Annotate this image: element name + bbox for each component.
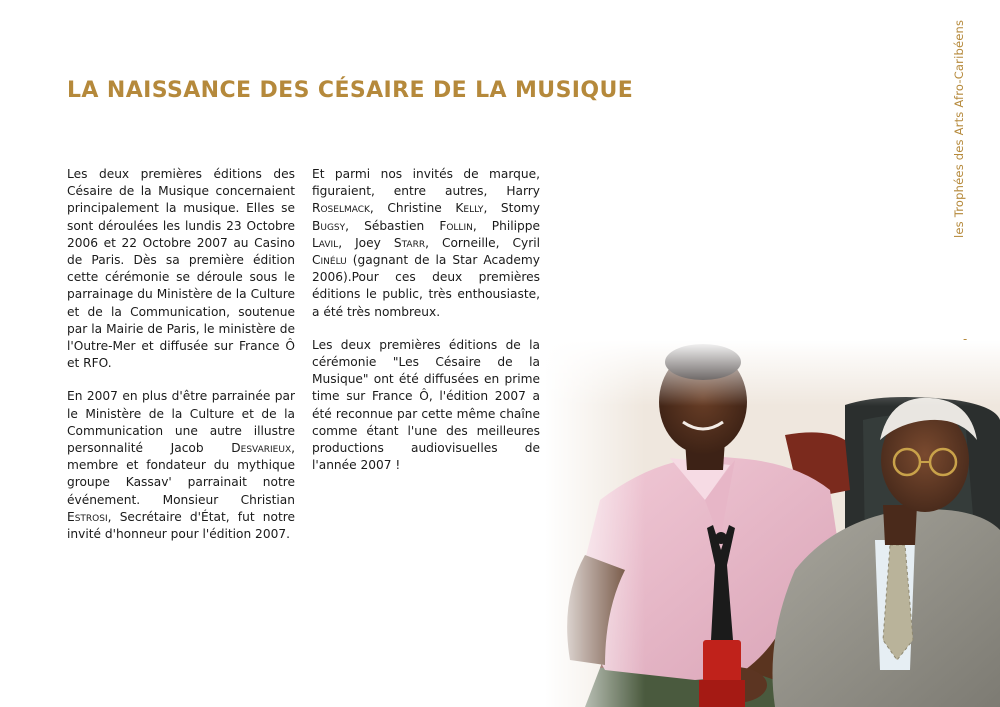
name-lavil: Lavil [312, 235, 339, 250]
text-run: , Philippe [472, 218, 540, 233]
page-title: LA NAISSANCE DES CÉSAIRE DE LA MUSIQUE [67, 78, 634, 103]
name-follin: Follin [439, 218, 473, 233]
name-cinelu: Cinélu [312, 253, 347, 268]
paragraph-broadcast: Les deux premières éditions de la cérémonie "Les Césaire de la Musique" ont été diffusées en prime time sur France Ô, l'édition 2007 a été reconnue par cette même chaîne comme étant l'une des meilleures productions audiovisuelles de l'année 2007 ! [312, 337, 540, 473]
name-starr: Starr [393, 235, 426, 250]
side-running-title: les Trophées des Arts Afro-Caribéens [952, 19, 966, 238]
text-run: , Sébastien [345, 218, 440, 233]
paragraph-guests [312, 166, 540, 321]
name-kelly: Kelly [455, 201, 484, 216]
text-run: , membre et fondateur du mythique groupe Kassav' parrainait notre événement. Monsieur Christian [67, 441, 295, 507]
text-run: , Christine [369, 201, 456, 216]
text-run: Et parmi nos invités de marque, figuraient, entre autres, Harry [312, 167, 540, 199]
name-bugsy: Bugsy [312, 218, 346, 233]
photo-illustration [545, 340, 1000, 707]
text-run: , Joey [338, 235, 394, 250]
photo-two-men-with-trophy [545, 340, 1000, 707]
paragraph-first-editions: Les deux premières éditions des Césaire de la Musique concernaient principalement la musique. Elles se sont déroulées les lundis 23 Octobre 2006 et 22 Octobre 2007 au Casino de Paris. Dès sa première édition cette cérémonie se déroule sous le parrainage du Ministère de la Culture et de la Communication, soutenue par la Mairie de Paris, le ministère de l'Outre-Mer et diffusée sur France Ô et RFO. [67, 167, 295, 371]
paragraph-2007-sponsors [67, 388, 295, 543]
name-estrosi: Estrosi [67, 509, 108, 524]
text-run: (gagnant de la Star Academy 2006).Pour ces deux premières éditions le public, très enthousiaste, a été très nombreux. [312, 253, 540, 319]
text-run: En 2007 en plus d'être parrainée par le Ministère de la Culture et de la Communication une autre illustre personnalité Jacob [67, 389, 295, 456]
name-desvarieux: Desvarieux [231, 441, 292, 456]
text-column-right [312, 166, 540, 490]
text-run: , Secrétaire d'État, fut notre invité d'honneur pour l'édition 2007. [67, 509, 295, 542]
name-roselmack: Roselmack [312, 201, 370, 216]
text-column-left [67, 166, 295, 559]
text-run: , Corneille, Cyril [425, 235, 540, 250]
text-run: , Stomy [483, 201, 540, 216]
